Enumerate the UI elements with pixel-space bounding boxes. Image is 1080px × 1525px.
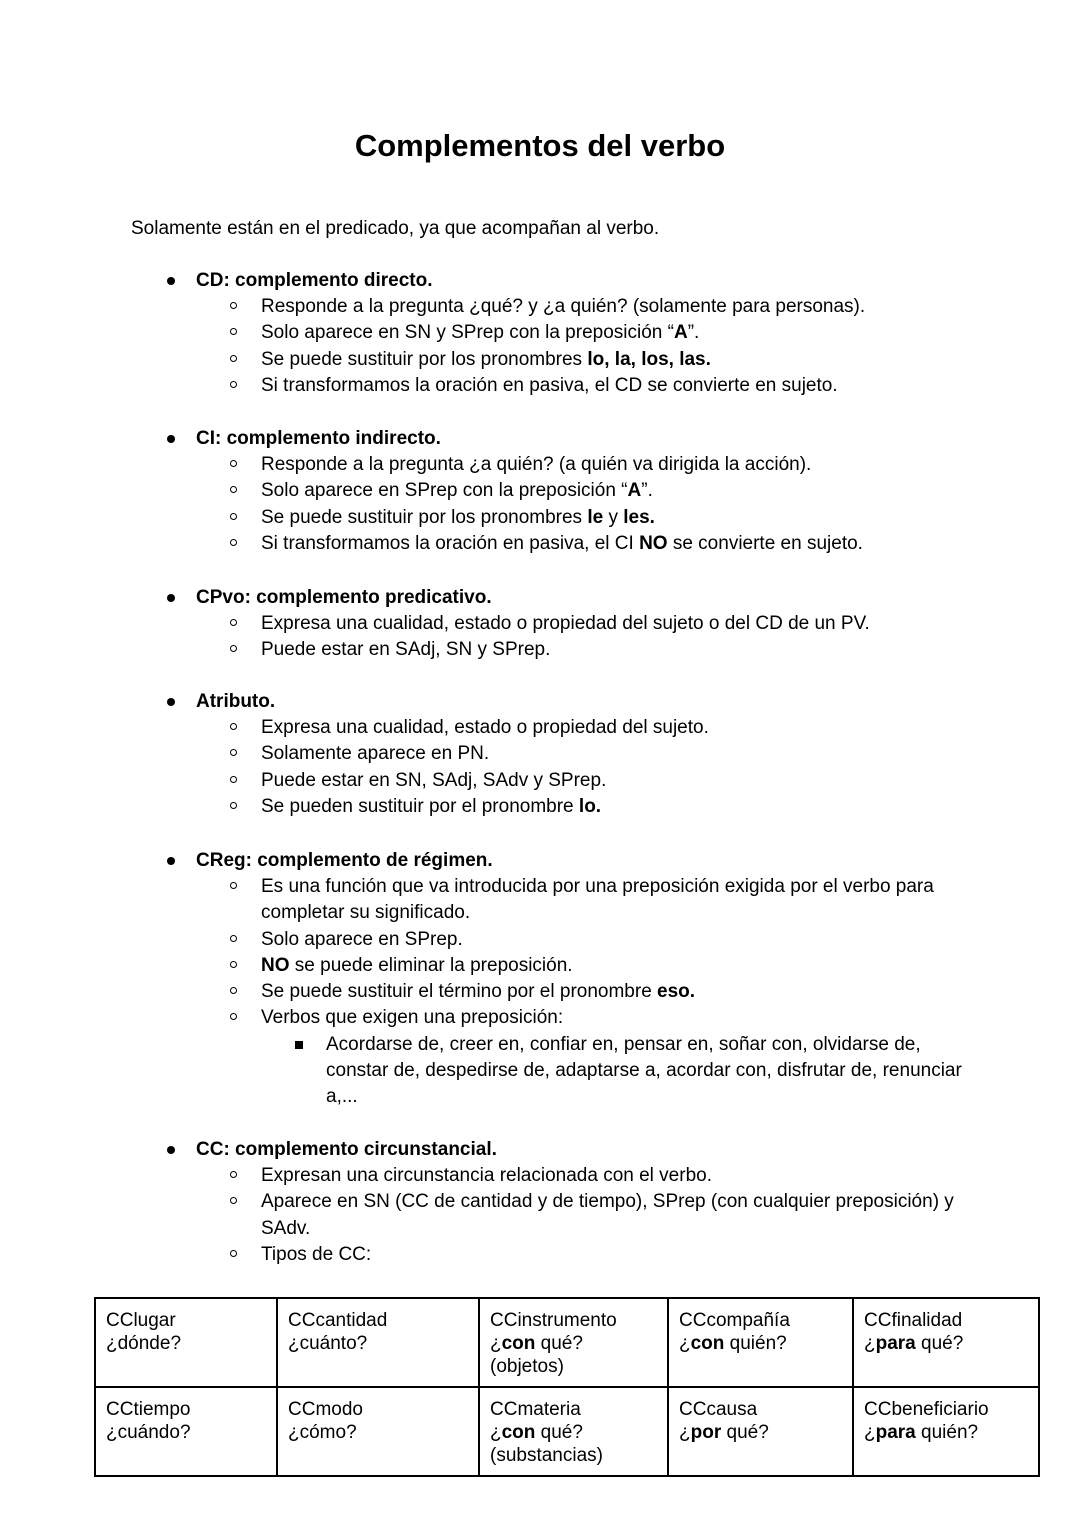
circle-bullet-icon bbox=[230, 723, 237, 730]
cc-question bbox=[106, 1332, 266, 1355]
section-ci bbox=[164, 426, 964, 557]
circle-bullet-icon bbox=[230, 486, 237, 493]
circle-bullet-icon bbox=[230, 935, 237, 942]
circle-bullet-icon bbox=[230, 1013, 237, 1020]
section-heading bbox=[164, 585, 964, 611]
text-run: quién? bbox=[915, 1422, 979, 1443]
section-heading bbox=[164, 268, 964, 294]
table-cell bbox=[479, 1298, 668, 1387]
bold-text: NO bbox=[639, 532, 668, 554]
circle-bullet-icon bbox=[230, 749, 237, 756]
circle-bullet-icon bbox=[230, 539, 237, 546]
cc-question bbox=[679, 1421, 842, 1444]
section-heading-text: Atributo. bbox=[196, 691, 276, 712]
cc-type-name: CCcantidad bbox=[288, 1310, 388, 1331]
circle-bullet-icon bbox=[230, 381, 237, 388]
bold-text: le bbox=[587, 506, 604, 528]
text-run: Se puede sustituir el término por el pronombre bbox=[261, 981, 658, 1003]
section-cc bbox=[164, 1137, 964, 1268]
circle-bullet-icon bbox=[230, 776, 237, 783]
text-run: Si transformamos la oración en pasiva, el CI bbox=[261, 532, 640, 554]
cc-type-name: CCcausa bbox=[679, 1399, 758, 1420]
cc-question bbox=[106, 1421, 266, 1444]
text-run: qué? bbox=[535, 1333, 583, 1354]
circle-bullet-icon bbox=[230, 355, 237, 362]
circle-bullet-icon bbox=[230, 302, 237, 309]
bullet-icon bbox=[167, 857, 175, 865]
table-row bbox=[95, 1298, 1039, 1387]
text-run: Se puede sustituir por los pronombres bbox=[261, 348, 588, 370]
text-run: ¿cuándo? bbox=[106, 1422, 191, 1443]
circle-bullet-icon bbox=[230, 987, 237, 994]
text-run: Responde a la pregunta ¿qué? y ¿a quién? (solamente para personas). bbox=[261, 296, 866, 317]
cc-question bbox=[679, 1332, 842, 1355]
text-run: Es una función que va introducida por una preposición exigida por el verbo para completar su significado. bbox=[261, 876, 934, 924]
cc-question bbox=[288, 1421, 468, 1444]
text-run: ”. bbox=[641, 480, 653, 502]
cc-type-name: CCbeneficiario bbox=[864, 1399, 989, 1420]
list-item bbox=[164, 1163, 964, 1189]
list-item bbox=[164, 874, 964, 927]
text-run: Responde a la pregunta ¿a quién? (a quién va dirigida la acción). bbox=[261, 454, 812, 475]
text-run: qué? bbox=[721, 1422, 769, 1443]
text-run: Solo aparece en SPrep con la preposición “ bbox=[261, 480, 628, 502]
section-heading bbox=[164, 1137, 964, 1163]
text-run: ¿cómo? bbox=[288, 1422, 357, 1443]
section-heading bbox=[164, 848, 964, 874]
list-item bbox=[164, 347, 964, 373]
text-run: y bbox=[603, 506, 624, 528]
bullet-icon bbox=[167, 277, 175, 285]
text-run: ¿cuánto? bbox=[288, 1333, 368, 1354]
text-run: ¿ bbox=[679, 1422, 691, 1443]
list-item bbox=[164, 1005, 964, 1031]
text-run: Verbos que exigen una preposición: bbox=[261, 1007, 564, 1029]
list-item bbox=[164, 452, 964, 478]
text-run: ¿dónde? bbox=[106, 1333, 182, 1354]
text-run: ¿ bbox=[490, 1422, 502, 1443]
table-cell bbox=[853, 1387, 1039, 1476]
list-item bbox=[164, 1189, 964, 1242]
bold-text: lo. bbox=[578, 795, 602, 817]
bold-text: NO bbox=[261, 954, 290, 976]
list-item bbox=[164, 715, 964, 741]
cc-type-name: CCmateria bbox=[490, 1399, 581, 1420]
bold-text: A bbox=[627, 480, 642, 502]
list-item bbox=[164, 953, 964, 979]
cc-types-table bbox=[94, 1297, 1040, 1477]
text-run: qué? bbox=[915, 1333, 964, 1354]
text-run: Solo aparece en SN y SPrep con la preposición “ bbox=[261, 322, 674, 344]
table-row bbox=[95, 1387, 1039, 1476]
bold-text: eso. bbox=[657, 981, 696, 1003]
text-run: Expresan una circunstancia relacionada con el verbo. bbox=[261, 1165, 712, 1186]
text-run: Si transformamos la oración en pasiva, el CD se convierte en sujeto. bbox=[261, 374, 838, 396]
cc-question bbox=[490, 1332, 657, 1355]
circle-bullet-icon bbox=[230, 1171, 237, 1178]
cc-question bbox=[490, 1421, 657, 1444]
list-item bbox=[164, 794, 964, 820]
text-run: quién? bbox=[724, 1333, 787, 1354]
list-item bbox=[164, 373, 964, 399]
text-run: Puede estar en SN, SAdj, SAdv y SPrep. bbox=[261, 769, 607, 791]
cc-type-name: CClugar bbox=[106, 1310, 176, 1331]
cc-type-name: CCmodo bbox=[288, 1399, 363, 1420]
text-run: ¿ bbox=[864, 1333, 876, 1354]
cc-question bbox=[864, 1332, 1028, 1355]
cc-type-name: CCfinalidad bbox=[864, 1310, 963, 1331]
list-item bbox=[164, 505, 964, 531]
list-item bbox=[164, 979, 964, 1005]
text-run: ¿ bbox=[864, 1422, 876, 1443]
section-creg bbox=[164, 848, 964, 1111]
table-cell bbox=[95, 1298, 277, 1387]
circle-bullet-icon bbox=[230, 460, 237, 467]
text-run: Expresa una cualidad, estado o propiedad del sujeto. bbox=[261, 717, 709, 738]
bullet-icon bbox=[167, 594, 175, 602]
table-cell bbox=[95, 1387, 277, 1476]
cc-question bbox=[864, 1421, 1028, 1444]
list-item bbox=[164, 478, 964, 504]
table-cell bbox=[277, 1387, 479, 1476]
section-cpvo bbox=[164, 585, 964, 664]
cc-question bbox=[288, 1332, 468, 1355]
section-heading-text: CReg: complemento de régimen. bbox=[196, 850, 493, 871]
text-run: Aparece en SN (CC de cantidad y de tiempo), SPrep (con cualquier preposición) y SAdv. bbox=[261, 1191, 954, 1239]
table-cell bbox=[668, 1298, 853, 1387]
circle-bullet-icon bbox=[230, 1250, 237, 1257]
circle-bullet-icon bbox=[230, 619, 237, 626]
bullet-icon bbox=[167, 1146, 175, 1154]
square-bullet-icon bbox=[295, 1041, 303, 1049]
table-cell bbox=[277, 1298, 479, 1387]
text-run: Se pueden sustituir por el pronombre bbox=[261, 795, 579, 817]
bold-text: lo, la, los, las. bbox=[587, 348, 711, 370]
bold-text: con bbox=[501, 1422, 536, 1443]
list-item bbox=[164, 320, 964, 346]
text-run: se puede eliminar la preposición. bbox=[289, 954, 573, 976]
bold-text: les. bbox=[623, 506, 655, 528]
text-run: Se puede sustituir por los pronombres bbox=[261, 506, 588, 528]
text-run: Solamente aparece en PN. bbox=[261, 743, 490, 765]
circle-bullet-icon bbox=[230, 802, 237, 809]
circle-bullet-icon bbox=[230, 1197, 237, 1204]
page-title: Complementos del verbo bbox=[354, 128, 726, 163]
nested-item-text: Acordarse de, creer en, confiar en, pensar en, soñar con, olvidarse de, constar de, despedirse de, adaptarse a, acordar con, disfrutar de, renunciar a,... bbox=[326, 1033, 962, 1108]
list-item bbox=[164, 637, 964, 663]
text-run: ”. bbox=[687, 322, 700, 344]
circle-bullet-icon bbox=[230, 513, 237, 520]
text-run: Expresa una cualidad, estado o propiedad del sujeto o del CD de un PV. bbox=[261, 613, 870, 634]
section-heading-text: CD: complemento directo. bbox=[196, 270, 433, 291]
text-run: ¿ bbox=[490, 1333, 502, 1354]
bold-text: para bbox=[875, 1422, 916, 1443]
text-run: Solo aparece en SPrep. bbox=[261, 928, 463, 950]
bold-text: A bbox=[673, 322, 688, 344]
list-item bbox=[164, 768, 964, 794]
text-run: Puede estar en SAdj, SN y SPrep. bbox=[261, 639, 551, 661]
bullet-icon bbox=[167, 698, 175, 706]
text-run: se convierte en sujeto. bbox=[667, 532, 863, 554]
section-heading bbox=[164, 689, 964, 715]
list-item bbox=[164, 1242, 964, 1268]
section-heading bbox=[164, 426, 964, 452]
bold-text: con bbox=[501, 1333, 536, 1354]
table-cell bbox=[479, 1387, 668, 1476]
circle-bullet-icon bbox=[230, 645, 237, 652]
list-item bbox=[164, 927, 964, 953]
list-item bbox=[164, 531, 964, 557]
cc-note: (substancias) bbox=[490, 1445, 603, 1466]
bold-text: por bbox=[690, 1422, 722, 1443]
text-run: qué? bbox=[535, 1422, 583, 1443]
bullet-icon bbox=[167, 435, 175, 443]
cc-type-name: CCinstrumento bbox=[490, 1310, 617, 1331]
section-atributo bbox=[164, 689, 964, 820]
section-heading-text: CI: complemento indirecto. bbox=[196, 428, 441, 449]
circle-bullet-icon bbox=[230, 882, 237, 889]
circle-bullet-icon bbox=[230, 328, 237, 335]
list-item bbox=[164, 611, 964, 637]
table-cell bbox=[668, 1387, 853, 1476]
intro-text: Solamente están en el predicado, ya que acompañan al verbo. bbox=[131, 218, 660, 239]
section-heading-text: CC: complemento circunstancial. bbox=[196, 1139, 497, 1160]
cc-note: (objetos) bbox=[490, 1356, 564, 1377]
list-item bbox=[164, 294, 964, 320]
list-item bbox=[164, 741, 964, 767]
bold-text: para bbox=[875, 1333, 916, 1354]
cc-type-name: CCtiempo bbox=[106, 1399, 191, 1420]
text-run: ¿ bbox=[679, 1333, 691, 1354]
section-heading-text: CPvo: complemento predicativo. bbox=[196, 587, 492, 608]
circle-bullet-icon bbox=[230, 961, 237, 968]
text-run: Tipos de CC: bbox=[261, 1243, 372, 1265]
table-cell bbox=[853, 1298, 1039, 1387]
section-cd bbox=[164, 268, 964, 399]
bold-text: con bbox=[690, 1333, 725, 1354]
nested-list-item bbox=[164, 1032, 964, 1111]
cc-type-name: CCcompañía bbox=[679, 1310, 790, 1331]
